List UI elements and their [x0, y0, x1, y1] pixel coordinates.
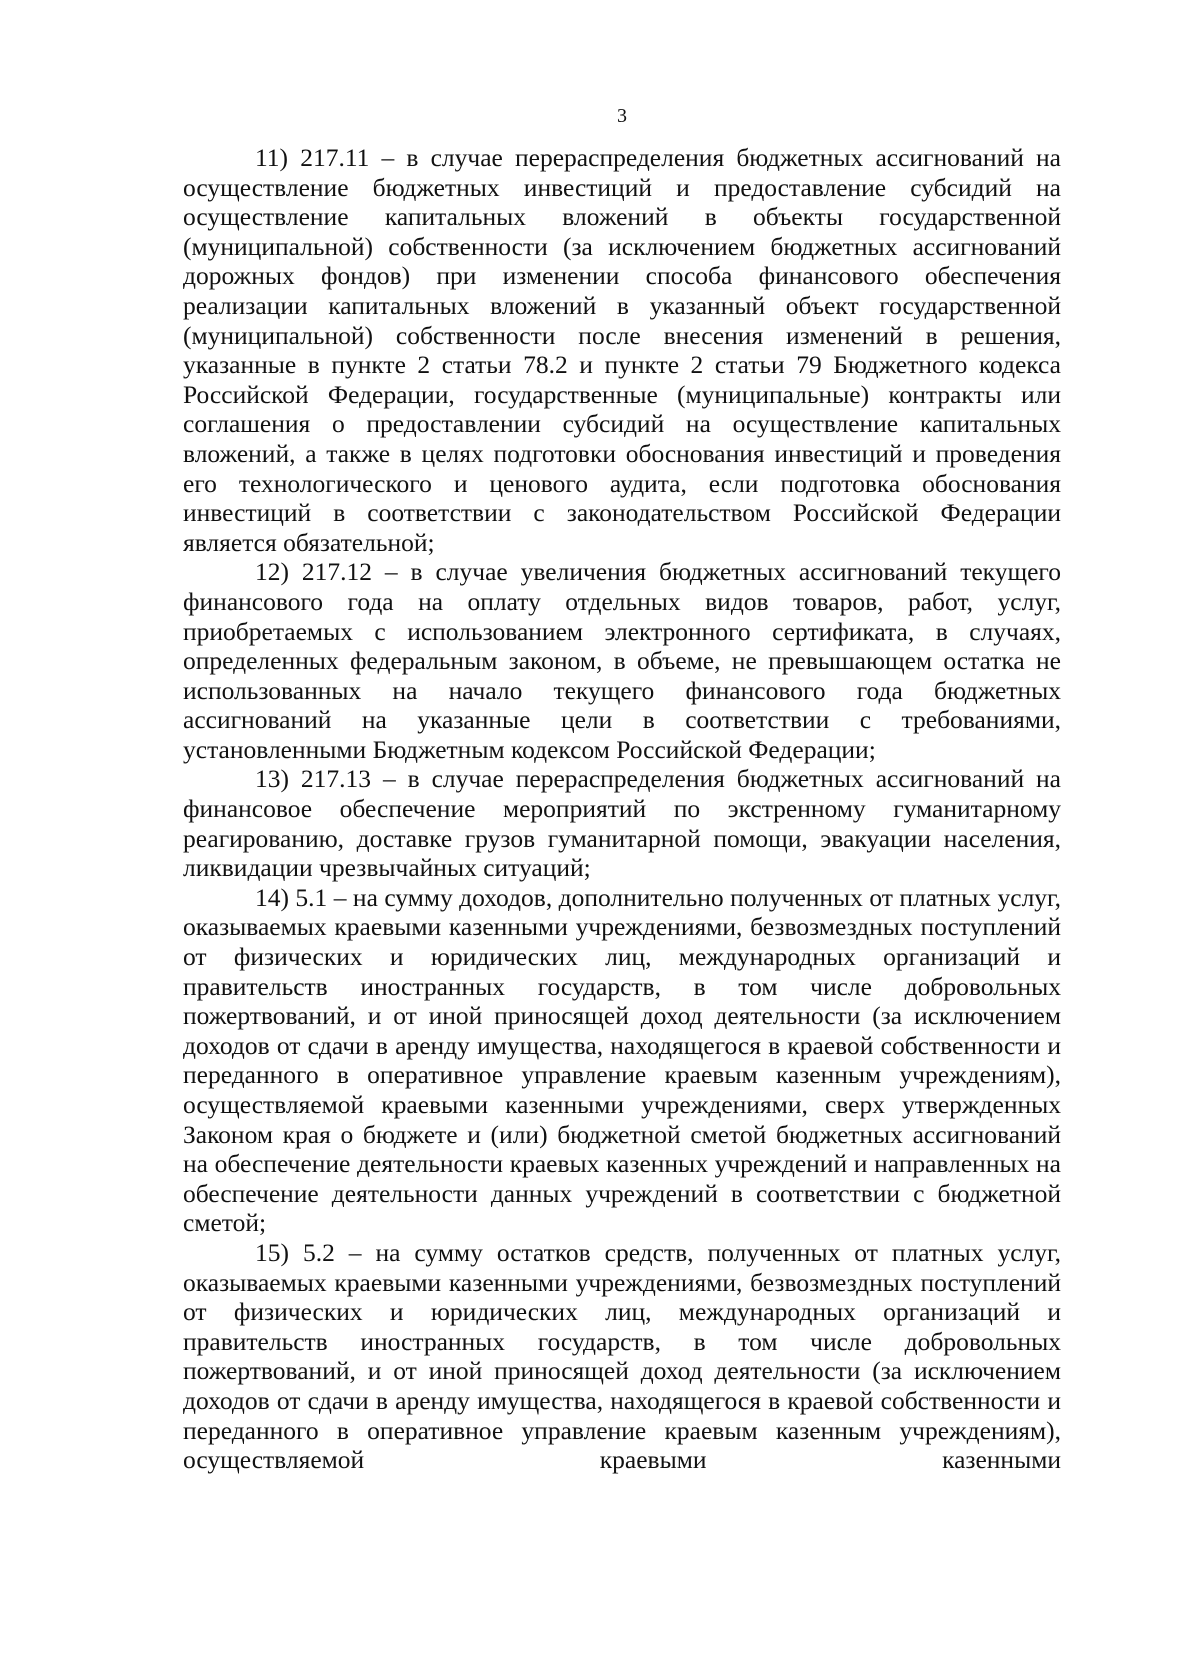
paragraph-14: 14) 5.1 – на сумму доходов, дополнительно полученных от платных услуг, оказываемых краевыми казенными учреждениями, безвозмездных поступлений от физических и юридических лиц, международных организаций и правительств иностранных государств, в том числе добровольных пожертвований, и от иной приносящей доход деятельности (за исключением доходов от сдачи в аренду имущества, находящегося в краевой собственности и переданного в оперативное управление краевым казенным учреждениям), осуществляемой краевыми казенными учреждениями, сверх утвержденных Законом края о бюджете и (или) бюджетной сметой бюджетных ассигнований на обеспечение деятельности краевых казенных учреждений и направленных на обеспечение деятельности данных учреждений в соответствии с бюджетной сметой;: [183, 882, 1061, 1238]
paragraph-15: 15) 5.2 – на сумму остатков средств, полученных от платных услуг, оказываемых краевыми казенными учреждениями, безвозмездных поступлений от физических и юридических лиц, международных организаций и правительств иностранных государств, в том числе добровольных пожертвований, и от иной приносящей доход деятельности (за исключением доходов от сдачи в аренду имущества, находящегося в краевой собственности и переданного в оперативное управление краевым казенным учреждениям), осуществляемой краевыми казенными: [183, 1237, 1061, 1475]
page-number: 3: [617, 105, 627, 127]
paragraph-11: 11) 217.11 – в случае перераспределения бюджетных ассигнований на осуществление бюджетных инвестиций и предоставление субсидий на осуществление капитальных вложений в объекты государственной (муниципальной) собственности (за исключением бюджетных ассигнований дорожных фондов) при изменении способа финансового обеспечения реализации капитальных вложений в указанный объект государственной (муниципальной) собственности после внесения изменений в решения, указанные в пункте 2 статьи 78.2 и пункте 2 статьи 79 Бюджетного кодекса Российской Федерации, государственные (муниципальные) контракты или соглашения о предоставлении субсидий на осуществление капитальных вложений, а также в целях подготовки обоснования инвестиций и проведения его технологического и ценового аудита, если подготовка обоснования инвестиций в соответствии с законодательством Российской Федерации является обязательной;: [183, 143, 1061, 557]
paragraph-12: 12) 217.12 – в случае увеличения бюджетных ассигнований текущего финансового года на оплату отдельных видов товаров, работ, услуг, приобретаемых с использованием электронного сертификата, в случаях, определенных федеральным законом, в объеме, не превышающем остатка не использованных на начало текущего финансового года бюджетных ассигнований на указанные цели в соответствии с требованиями, установленными Бюджетным кодексом Российской Федерации;: [183, 557, 1061, 764]
paragraph-13: 13) 217.13 – в случае перераспределения бюджетных ассигнований на финансовое обеспечение мероприятий по экстренному гуманитарному реагированию, доставке грузов гуманитарной помощи, эвакуации населения, ликвидации чрезвычайных ситуаций;: [183, 764, 1061, 883]
document-body: [183, 143, 1061, 1475]
